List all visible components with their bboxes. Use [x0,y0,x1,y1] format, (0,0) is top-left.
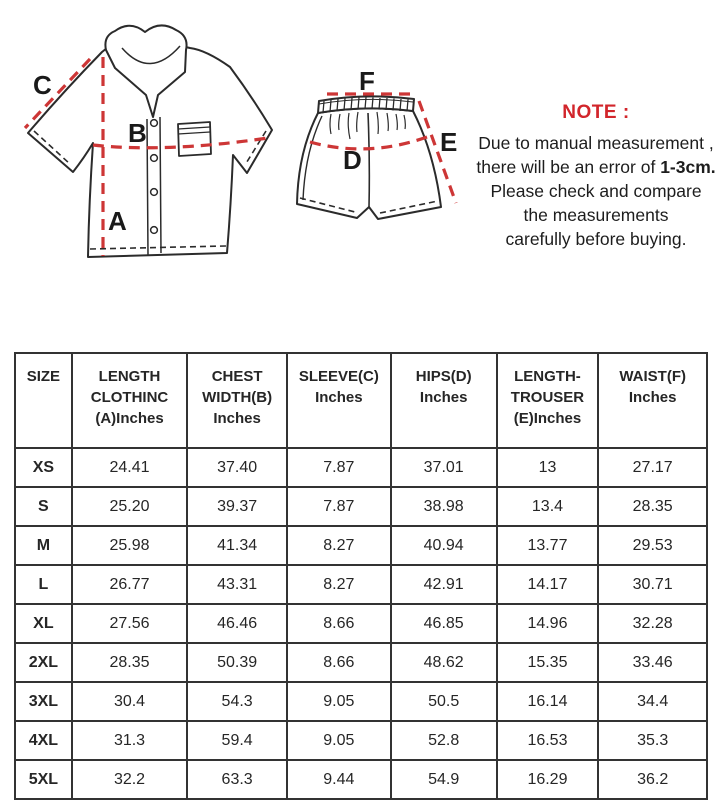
note-title: NOTE : [562,102,630,123]
size-table-section [14,352,708,800]
value-cell: 24.41 [72,448,188,487]
label-c: C [33,70,52,100]
value-cell: 14.96 [497,604,599,643]
value-cell: 41.34 [187,526,287,565]
value-cell: 14.17 [497,565,599,604]
value-cell: 32.28 [598,604,707,643]
size-cell: M [15,526,72,565]
table-row [15,682,707,721]
note-line-4: the measurements [523,205,669,225]
value-cell: 29.53 [598,526,707,565]
value-cell: 50.5 [391,682,497,721]
value-cell: 27.56 [72,604,188,643]
size-cell: XL [15,604,72,643]
note-line-1: Due to manual measurement , [478,133,714,153]
label-d: D [343,145,362,175]
size-cell: 5XL [15,760,72,799]
value-cell: 7.87 [287,487,391,526]
header-row [15,353,707,448]
label-b: B [128,118,147,148]
column-header: LENGTH CLOTHINC (A)Inches [72,353,188,448]
label-a: A [108,206,127,236]
value-cell: 8.66 [287,604,391,643]
value-cell: 9.05 [287,682,391,721]
value-cell: 25.98 [72,526,188,565]
note-line-2: there will be an error of 1-3cm. [476,157,716,177]
size-cell: L [15,565,72,604]
value-cell: 8.27 [287,565,391,604]
value-cell: 34.4 [598,682,707,721]
table-row [15,643,707,682]
value-cell: 8.27 [287,526,391,565]
value-cell: 37.40 [187,448,287,487]
table-row [15,487,707,526]
value-cell: 42.91 [391,565,497,604]
value-cell: 7.87 [287,448,391,487]
value-cell: 63.3 [187,760,287,799]
value-cell: 31.3 [72,721,188,760]
shorts-drawing [297,96,441,219]
table-row [15,526,707,565]
value-cell: 8.66 [287,643,391,682]
note-line-5: carefully before buying. [505,229,687,249]
shirt-drawing [28,25,272,257]
value-cell: 16.29 [497,760,599,799]
table-row [15,760,707,799]
value-cell: 46.46 [187,604,287,643]
column-header: SIZE [15,353,72,448]
column-header: SLEEVE(C) Inches [287,353,391,448]
value-cell: 50.39 [187,643,287,682]
value-cell: 54.3 [187,682,287,721]
column-header: LENGTH- TROUSER (E)Inches [497,353,599,448]
value-cell: 59.4 [187,721,287,760]
size-table [14,352,708,800]
note-block [448,102,722,251]
value-cell: 37.01 [391,448,497,487]
value-cell: 32.2 [72,760,188,799]
value-cell: 36.2 [598,760,707,799]
value-cell: 28.35 [598,487,707,526]
value-cell: 9.05 [287,721,391,760]
value-cell: 16.53 [497,721,599,760]
value-cell: 40.94 [391,526,497,565]
value-cell: 52.8 [391,721,497,760]
value-cell: 38.98 [391,487,497,526]
value-cell: 27.17 [598,448,707,487]
value-cell: 43.31 [187,565,287,604]
table-row [15,721,707,760]
size-cell: 2XL [15,643,72,682]
table-row [15,448,707,487]
note-error-range: 1-3cm. [660,157,716,177]
table-row [15,565,707,604]
value-cell: 48.62 [391,643,497,682]
value-cell: 15.35 [497,643,599,682]
size-cell: XS [15,448,72,487]
column-header: CHEST WIDTH(B) Inches [187,353,287,448]
size-cell: 3XL [15,682,72,721]
label-f: F [359,66,375,96]
label-e: E [440,127,458,157]
value-cell: 25.20 [72,487,188,526]
note-line-3: Please check and compare [490,181,702,201]
value-cell: 16.14 [497,682,599,721]
value-cell: 35.3 [598,721,707,760]
table-row [15,604,707,643]
value-cell: 13.4 [497,487,599,526]
value-cell: 46.85 [391,604,497,643]
value-cell: 33.46 [598,643,707,682]
column-header: WAIST(F) Inches [598,353,707,448]
value-cell: 30.71 [598,565,707,604]
size-cell: 4XL [15,721,72,760]
value-cell: 30.4 [72,682,188,721]
value-cell: 54.9 [391,760,497,799]
value-cell: 26.77 [72,565,188,604]
value-cell: 39.37 [187,487,287,526]
value-cell: 9.44 [287,760,391,799]
size-cell: S [15,487,72,526]
value-cell: 13.77 [497,526,599,565]
value-cell: 28.35 [72,643,188,682]
value-cell: 13 [497,448,599,487]
column-header: HIPS(D) Inches [391,353,497,448]
